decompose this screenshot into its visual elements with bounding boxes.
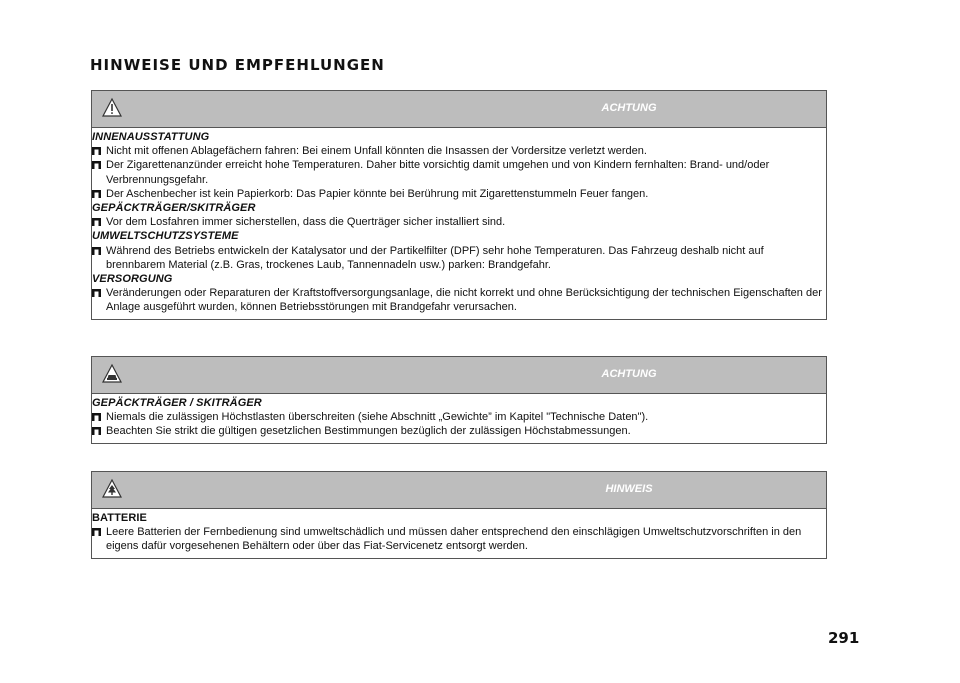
bullet-icon: [92, 413, 101, 421]
box-header: [92, 357, 826, 394]
bullet-icon: [92, 218, 101, 226]
section-title: BATTERIE: [92, 512, 147, 524]
item-text: Während des Betriebs entwickeln der Katalysator und der Partikelfilter (DPF) sehr hohe Temperaturen. Das Fahrzeug deshalb nicht auf brennbarem Material (z.B. Gras, trockenes Laub, Tannennadeln usw.) parken: Brandgefahr.: [106, 244, 764, 271]
list-item: [92, 187, 826, 201]
list-item: [92, 410, 826, 424]
box-header: [92, 91, 826, 128]
section-title: GEPÄCKTRÄGER/SKITRÄGER: [92, 202, 256, 215]
section-title: VERSORGUNG: [92, 273, 173, 286]
bullet-icon: [92, 247, 101, 255]
item-text: Leere Batterien der Fernbedienung sind umweltschädlich und müssen daher entsprechend den einschlägigen Umweltschutzvorschriften in den eigens dafür vorgesehenen Behältern oder über das Fiat-Servicenetz entsorgt werden.: [106, 526, 802, 553]
list-item: [92, 424, 826, 438]
list-item: [92, 144, 826, 158]
section-title: GEPÄCKTRÄGER / SKITRÄGER: [92, 397, 262, 409]
item-text: Nicht mit offenen Ablagefächern fahren: Bei einem Unfall könnten die Insassen der Vordersitze verletzt werden.: [106, 145, 647, 158]
box-header: [92, 472, 826, 509]
bullet-icon: [92, 161, 101, 169]
note-box-battery: [91, 471, 827, 559]
bullet-icon: [92, 190, 101, 198]
item-text: Vor dem Losfahren immer sicherstellen, dass die Querträger sicher installiert sind.: [106, 216, 506, 229]
bullet-icon: [92, 427, 101, 435]
bullet-icon: [92, 289, 101, 297]
box-header-title: ACHTUNG: [601, 368, 657, 380]
list-item: [92, 244, 826, 272]
item-text: Beachten Sie strikt die gültigen gesetzlichen Bestimmungen bezüglich der zulässigen Höchstabmessungen.: [106, 425, 631, 438]
item-text: Veränderungen oder Reparaturen der Kraftstoffversorgungsanlage, die nicht korrekt und ohne Berücksichtigung der technischen Eigenschaften der Anlage ausgeführt wurden, können Betriebsstörungen mit Brandgefahr verursachen.: [106, 287, 822, 314]
page-number: 291: [828, 629, 860, 647]
warning-box-roof-rack: [91, 356, 827, 444]
list-item: [92, 158, 826, 186]
section-title: INNENAUSSTATTUNG: [92, 131, 210, 143]
bullet-icon: [92, 528, 101, 536]
list-item: [92, 525, 826, 553]
list-item: [92, 215, 826, 229]
item-text: Der Aschenbecher ist kein Papierkorb: Das Papier könnte bei Berührung mit Zigarettenstummeln Feuer fangen.: [106, 187, 649, 200]
page-title: HINWEISE UND EMPFEHLUNGEN: [90, 56, 385, 74]
warning-box-interior: [91, 90, 827, 320]
box-header-title: HINWEIS: [605, 483, 653, 495]
bullet-icon: [92, 147, 101, 155]
list-item: [92, 286, 826, 314]
item-text: Niemals die zulässigen Höchstlasten überschreiten (siehe Abschnitt „Gewichte” im Kapitel "Technische Daten").: [106, 411, 649, 424]
box-header-title: ACHTUNG: [601, 102, 657, 114]
section-title: UMWELTSCHUTZSYSTEME: [92, 230, 239, 243]
item-text: Der Zigarettenanzünder erreicht hohe Temperaturen. Daher bitte vorsichtig damit umgehen und von Kindern fernhalten: Brand- und/oder Verbrennungsgefahr.: [106, 159, 770, 186]
